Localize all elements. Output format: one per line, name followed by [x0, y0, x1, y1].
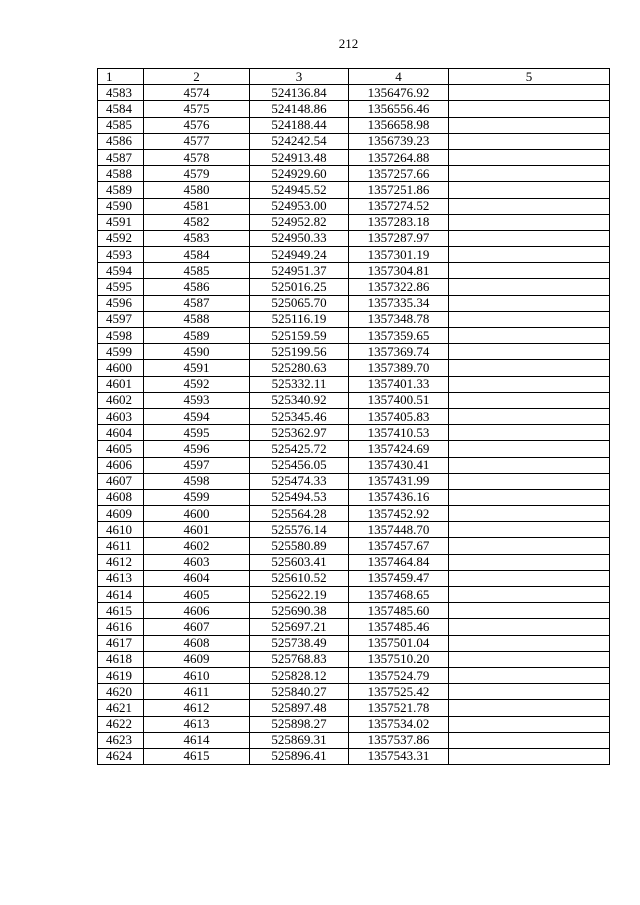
table-cell: 525065.70: [250, 295, 349, 311]
table-row: [98, 619, 610, 635]
table-cell: 1357369.74: [349, 344, 449, 360]
table-cell: 4609: [144, 651, 250, 667]
table-row: [98, 441, 610, 457]
table-cell: 4614: [144, 732, 250, 748]
table-cell: 525840.27: [250, 684, 349, 700]
table-cell: 4614: [98, 587, 144, 603]
table-cell: [449, 133, 610, 149]
table-row: [98, 587, 610, 603]
table-cell: [449, 344, 610, 360]
table-cell: 4585: [144, 263, 250, 279]
table-cell: 1357525.42: [349, 684, 449, 700]
table-row: [98, 554, 610, 570]
table-cell: 4587: [144, 295, 250, 311]
table-cell: 524949.24: [250, 247, 349, 263]
table-cell: 525280.63: [250, 360, 349, 376]
table-cell: 525474.33: [250, 473, 349, 489]
table-row: [98, 198, 610, 214]
table-row: [98, 149, 610, 165]
table-row: [98, 392, 610, 408]
table-cell: 1356658.98: [349, 117, 449, 133]
table-cell: 525425.72: [250, 441, 349, 457]
table-cell: 525340.92: [250, 392, 349, 408]
table-cell: 4588: [144, 311, 250, 327]
coordinates-table: [97, 68, 610, 765]
table-cell: [449, 603, 610, 619]
table-cell: 4604: [98, 425, 144, 441]
table-cell: 4603: [144, 554, 250, 570]
table-row: [98, 279, 610, 295]
table-row: [98, 295, 610, 311]
table-cell: 4596: [98, 295, 144, 311]
table-cell: 1357287.97: [349, 230, 449, 246]
table-cell: 525199.56: [250, 344, 349, 360]
table-cell: 525897.48: [250, 700, 349, 716]
table-cell: [449, 408, 610, 424]
table-cell: [449, 570, 610, 586]
table-cell: 4583: [98, 85, 144, 101]
table-cell: 1357410.53: [349, 425, 449, 441]
table-cell: 524950.33: [250, 230, 349, 246]
table-cell: [449, 716, 610, 732]
table-cell: 4606: [144, 603, 250, 619]
table-row: [98, 328, 610, 344]
table-cell: 525622.19: [250, 587, 349, 603]
table-cell: [449, 506, 610, 522]
table-cell: [449, 328, 610, 344]
table-cell: 4583: [144, 230, 250, 246]
table-cell: 4617: [98, 635, 144, 651]
table-cell: [449, 279, 610, 295]
table-cell: 4575: [144, 101, 250, 117]
table-cell: 524953.00: [250, 198, 349, 214]
table-row: [98, 101, 610, 117]
table-cell: 1357452.92: [349, 506, 449, 522]
table-cell: 1357485.60: [349, 603, 449, 619]
table-cell: 1357401.33: [349, 376, 449, 392]
table-cell: 4623: [98, 732, 144, 748]
table-cell: 4599: [98, 344, 144, 360]
table-cell: [449, 311, 610, 327]
table-cell: 4591: [98, 214, 144, 230]
table-cell: 525456.05: [250, 457, 349, 473]
table-header-row: [98, 69, 610, 85]
table-cell: [449, 295, 610, 311]
table-row: [98, 570, 610, 586]
table-cell: 4620: [98, 684, 144, 700]
table-cell: 4586: [144, 279, 250, 295]
table-cell: [449, 425, 610, 441]
table-cell: [449, 667, 610, 683]
table-cell: 4585: [98, 117, 144, 133]
table-cell: 1357537.86: [349, 732, 449, 748]
table-cell: [449, 748, 610, 764]
table-cell: 1357251.86: [349, 182, 449, 198]
table-cell: 525345.46: [250, 408, 349, 424]
table-cell: [449, 441, 610, 457]
table-cell: 525768.83: [250, 651, 349, 667]
table-cell: 1356476.92: [349, 85, 449, 101]
column-header: 5: [449, 69, 610, 85]
table-cell: 1357405.83: [349, 408, 449, 424]
table-cell: [449, 538, 610, 554]
table-cell: 4577: [144, 133, 250, 149]
table-cell: [449, 85, 610, 101]
table-cell: 4605: [98, 441, 144, 457]
table-body: [98, 85, 610, 765]
table-row: [98, 603, 610, 619]
table-cell: 1357304.81: [349, 263, 449, 279]
table-cell: 1357485.46: [349, 619, 449, 635]
column-header: 1: [98, 69, 144, 85]
table-cell: [449, 198, 610, 214]
table-row: [98, 748, 610, 764]
table-cell: [449, 489, 610, 505]
table-cell: 4598: [144, 473, 250, 489]
table-cell: 4612: [98, 554, 144, 570]
table-cell: 525869.31: [250, 732, 349, 748]
table-cell: 524929.60: [250, 166, 349, 182]
table-cell: 1357510.20: [349, 651, 449, 667]
table-cell: 1357501.04: [349, 635, 449, 651]
table-cell: 4618: [98, 651, 144, 667]
table-cell: 525828.12: [250, 667, 349, 683]
table-cell: 4591: [144, 360, 250, 376]
table-cell: 1357524.79: [349, 667, 449, 683]
table-cell: 525332.11: [250, 376, 349, 392]
table-row: [98, 635, 610, 651]
table-cell: 1357264.88: [349, 149, 449, 165]
table-row: [98, 425, 610, 441]
table-cell: 524913.48: [250, 149, 349, 165]
table-row: [98, 716, 610, 732]
table-cell: 1357459.47: [349, 570, 449, 586]
table-cell: 4578: [144, 149, 250, 165]
table-row: [98, 182, 610, 198]
table-cell: 525580.89: [250, 538, 349, 554]
table-cell: 4587: [98, 149, 144, 165]
table-cell: 525576.14: [250, 522, 349, 538]
table-cell: [449, 554, 610, 570]
table-cell: [449, 635, 610, 651]
table-row: [98, 473, 610, 489]
table-row: [98, 684, 610, 700]
table-cell: 4593: [144, 392, 250, 408]
table-cell: 4584: [144, 247, 250, 263]
table-cell: 4599: [144, 489, 250, 505]
table-cell: 4589: [144, 328, 250, 344]
table-cell: 4584: [98, 101, 144, 117]
column-header: 3: [250, 69, 349, 85]
table-row: [98, 311, 610, 327]
column-header: 4: [349, 69, 449, 85]
table-cell: 4615: [144, 748, 250, 764]
table-cell: 525116.19: [250, 311, 349, 327]
table-row: [98, 360, 610, 376]
table-cell: 1357464.84: [349, 554, 449, 570]
table-row: [98, 85, 610, 101]
table-row: [98, 667, 610, 683]
table-cell: 4580: [144, 182, 250, 198]
table-cell: [449, 182, 610, 198]
table-cell: 4582: [144, 214, 250, 230]
table-cell: 4616: [98, 619, 144, 635]
table-cell: 1357448.70: [349, 522, 449, 538]
table-cell: 4595: [98, 279, 144, 295]
table-cell: 525896.41: [250, 748, 349, 764]
table-row: [98, 506, 610, 522]
table-cell: [449, 376, 610, 392]
table-cell: 4597: [144, 457, 250, 473]
table-cell: 4605: [144, 587, 250, 603]
table-cell: 1357431.99: [349, 473, 449, 489]
table-row: [98, 344, 610, 360]
table-cell: 4594: [98, 263, 144, 279]
table-cell: 4576: [144, 117, 250, 133]
table-cell: 1357322.86: [349, 279, 449, 295]
table-row: [98, 133, 610, 149]
table-cell: 524952.82: [250, 214, 349, 230]
table-row: [98, 538, 610, 554]
table-cell: 4609: [98, 506, 144, 522]
table-cell: 4588: [98, 166, 144, 182]
table-cell: 1357359.65: [349, 328, 449, 344]
table-cell: [449, 732, 610, 748]
table-cell: 4600: [144, 506, 250, 522]
table-cell: [449, 392, 610, 408]
table-cell: 1357348.78: [349, 311, 449, 327]
table-cell: 1357534.02: [349, 716, 449, 732]
table-row: [98, 732, 610, 748]
table-row: [98, 230, 610, 246]
table-cell: 1356739.23: [349, 133, 449, 149]
table-row: [98, 700, 610, 716]
table-cell: 4602: [144, 538, 250, 554]
table-cell: 4611: [98, 538, 144, 554]
table-cell: 4606: [98, 457, 144, 473]
table-cell: [449, 166, 610, 182]
table-cell: 1357457.67: [349, 538, 449, 554]
table-cell: [449, 473, 610, 489]
table-cell: [449, 684, 610, 700]
table-cell: 524945.52: [250, 182, 349, 198]
page-number: 212: [338, 36, 359, 51]
table-cell: 4603: [98, 408, 144, 424]
table-cell: 4610: [98, 522, 144, 538]
table-cell: 525564.28: [250, 506, 349, 522]
table-cell: 524188.44: [250, 117, 349, 133]
table-cell: 4601: [98, 376, 144, 392]
table-row: [98, 166, 610, 182]
column-header: 2: [144, 69, 250, 85]
table-cell: 525738.49: [250, 635, 349, 651]
table-cell: 4574: [144, 85, 250, 101]
table-cell: 524148.86: [250, 101, 349, 117]
table-cell: [449, 457, 610, 473]
table-cell: 1357430.41: [349, 457, 449, 473]
table-cell: 4610: [144, 667, 250, 683]
table-cell: 4624: [98, 748, 144, 764]
table-cell: 4597: [98, 311, 144, 327]
table-cell: 4598: [98, 328, 144, 344]
table-cell: 4607: [144, 619, 250, 635]
table-row: [98, 522, 610, 538]
table-cell: [449, 247, 610, 263]
table-cell: 1357543.31: [349, 748, 449, 764]
table-cell: 1357274.52: [349, 198, 449, 214]
table-cell: 1357400.51: [349, 392, 449, 408]
table-row: [98, 117, 610, 133]
table-cell: 4611: [144, 684, 250, 700]
table-cell: 1357389.70: [349, 360, 449, 376]
table-cell: 1357468.65: [349, 587, 449, 603]
table-row: [98, 214, 610, 230]
table-cell: 525697.21: [250, 619, 349, 635]
table-cell: 4602: [98, 392, 144, 408]
table-cell: 1357335.34: [349, 295, 449, 311]
table-cell: 1356556.46: [349, 101, 449, 117]
table-cell: [449, 214, 610, 230]
table-cell: 1357257.66: [349, 166, 449, 182]
table-cell: [449, 149, 610, 165]
table-cell: 525159.59: [250, 328, 349, 344]
table-cell: 4621: [98, 700, 144, 716]
table-cell: 1357521.78: [349, 700, 449, 716]
table-cell: 4601: [144, 522, 250, 538]
table-cell: 4590: [98, 198, 144, 214]
table-cell: 4592: [144, 376, 250, 392]
table-cell: 4586: [98, 133, 144, 149]
table-cell: 4612: [144, 700, 250, 716]
table-cell: 1357436.16: [349, 489, 449, 505]
table-cell: 525690.38: [250, 603, 349, 619]
table-cell: 4607: [98, 473, 144, 489]
table-row: [98, 263, 610, 279]
table-cell: 525016.25: [250, 279, 349, 295]
table-cell: 525362.97: [250, 425, 349, 441]
table-cell: 4579: [144, 166, 250, 182]
table-cell: 4615: [98, 603, 144, 619]
table-cell: [449, 700, 610, 716]
table-cell: [449, 587, 610, 603]
table-cell: 525494.53: [250, 489, 349, 505]
table-cell: 4592: [98, 230, 144, 246]
table-cell: 4604: [144, 570, 250, 586]
table-cell: [449, 263, 610, 279]
table-row: [98, 457, 610, 473]
table-row: [98, 651, 610, 667]
table-cell: 4613: [98, 570, 144, 586]
table-row: [98, 489, 610, 505]
table-cell: [449, 619, 610, 635]
table-cell: 524951.37: [250, 263, 349, 279]
table-cell: 4600: [98, 360, 144, 376]
table-cell: 4589: [98, 182, 144, 198]
table-cell: 524136.84: [250, 85, 349, 101]
table-cell: [449, 522, 610, 538]
table-cell: 1357301.19: [349, 247, 449, 263]
table-cell: 4594: [144, 408, 250, 424]
table-cell: [449, 651, 610, 667]
table-cell: 1357424.69: [349, 441, 449, 457]
table-row: [98, 247, 610, 263]
table-cell: 525610.52: [250, 570, 349, 586]
table-cell: 4593: [98, 247, 144, 263]
table-cell: 4622: [98, 716, 144, 732]
table-cell: [449, 101, 610, 117]
table-cell: [449, 360, 610, 376]
table-cell: 4596: [144, 441, 250, 457]
table-cell: [449, 230, 610, 246]
table-cell: 4595: [144, 425, 250, 441]
table-cell: 4608: [98, 489, 144, 505]
table-cell: 1357283.18: [349, 214, 449, 230]
table-cell: [449, 117, 610, 133]
table-row: [98, 408, 610, 424]
table-cell: 4581: [144, 198, 250, 214]
table-cell: 4590: [144, 344, 250, 360]
table-row: [98, 376, 610, 392]
table-cell: 4619: [98, 667, 144, 683]
table-cell: 4613: [144, 716, 250, 732]
table-cell: 525603.41: [250, 554, 349, 570]
table-cell: 525898.27: [250, 716, 349, 732]
table-cell: 524242.54: [250, 133, 349, 149]
table-cell: 4608: [144, 635, 250, 651]
